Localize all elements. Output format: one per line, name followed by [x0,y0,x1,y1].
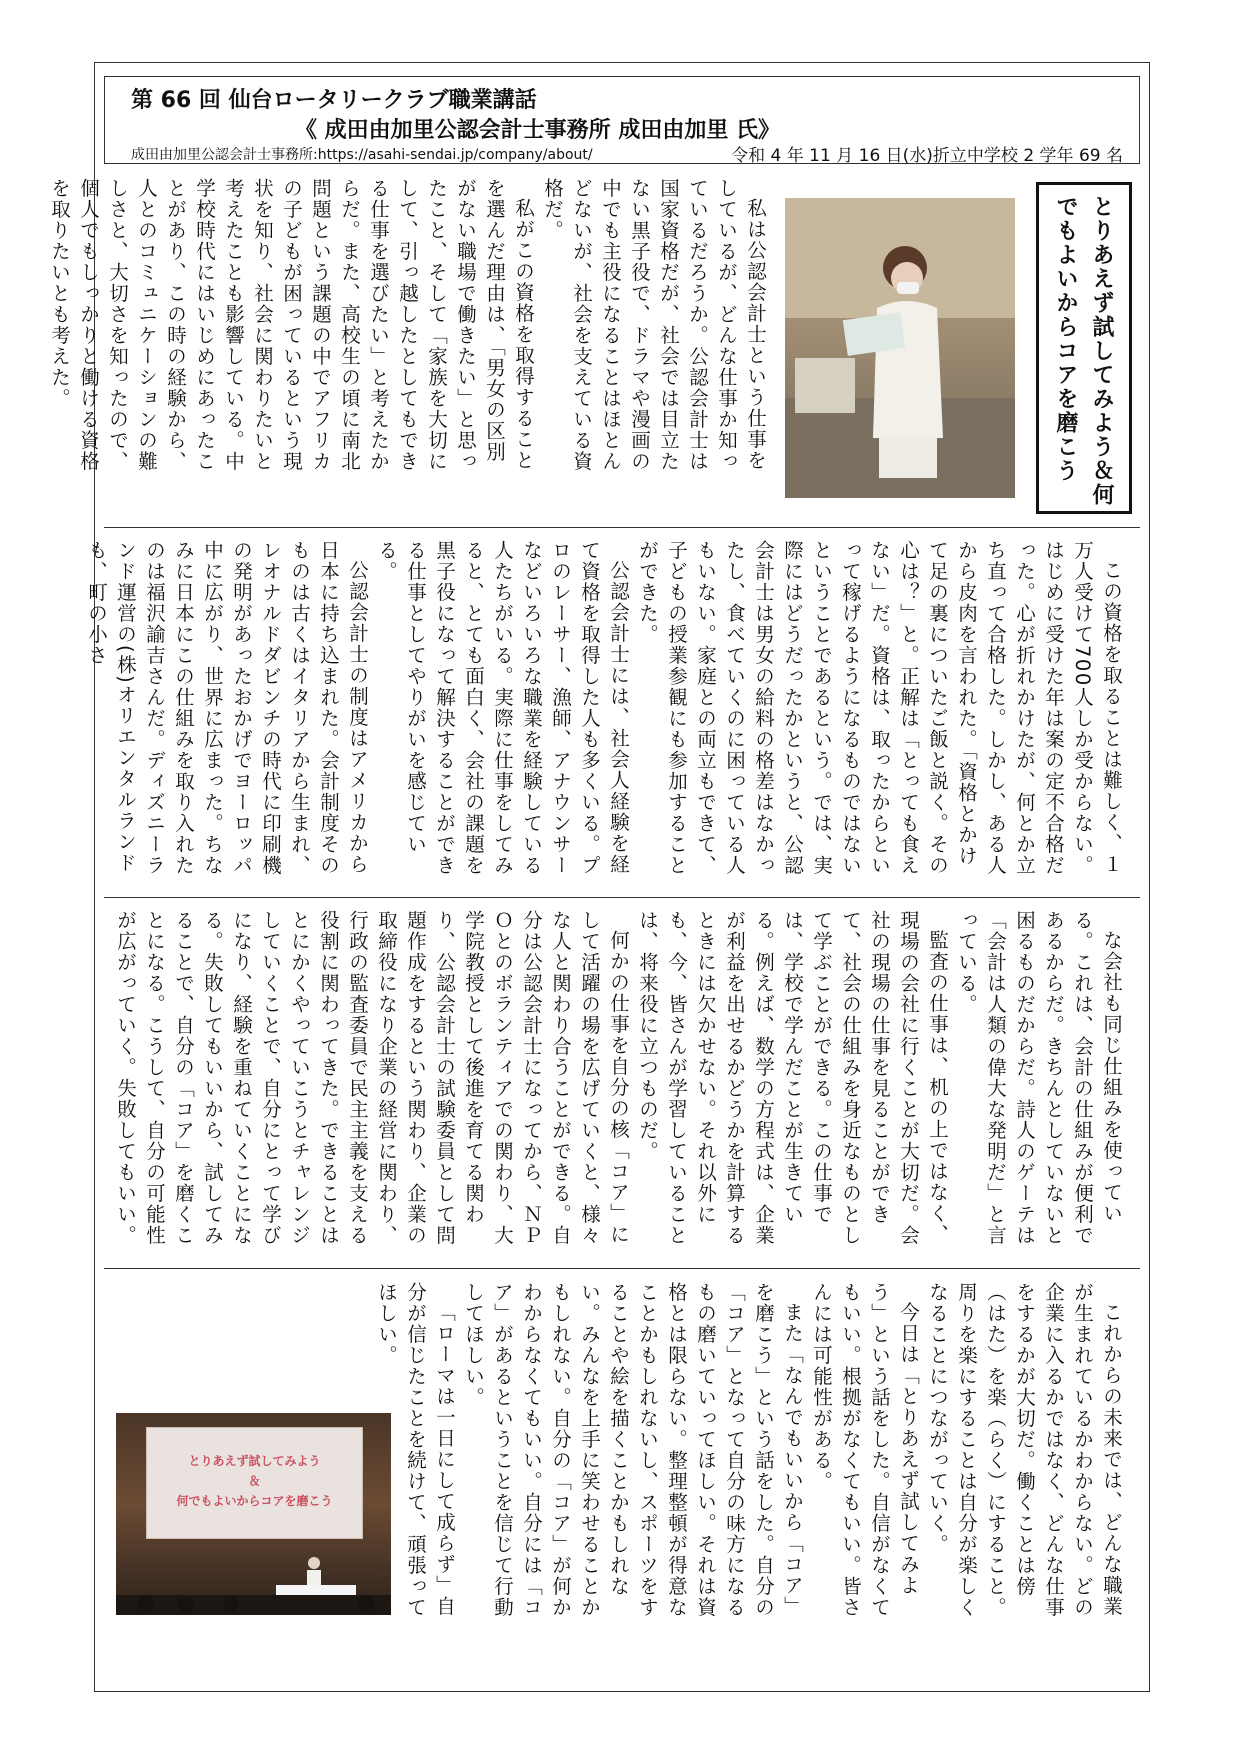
audience-illustration [116,1413,391,1615]
paragraph: 私は公認会計士という仕事をしているが、どんな仕事か知っているだろうか。公認会計士は国家資格だが、社会では目立たない黒子役で、ドラマや漫画の中でも主役になることはほとんどないが、社会を支えている資格だ。 [541,178,767,472]
lecture-hall-photo [116,1413,391,1615]
paragraph: これからの未来では、どんな職業が生まれているかわからない。どの企業に入るかではなく、どんな仕事をするかが大切だ。働くことは傍（はた）を楽（らく）にすること。周りを楽にすることは自分が楽しくなることにつながっていく。 [926,1282,1123,1618]
article-section-4 [375,1282,1126,1627]
paragraph: 何かの仕事を自分の核「コア」にして活躍の場を広げていくと、様々な人と関わり合うことができる。自分は公認会計士になってから、ＮＰＯとのボランティアでの関わり、大学院教授として後進を育てる関わり、公認会計士の試験委員として問題作成をするという関わり、企業の取締役になり企業の経営に関わり、行政の監査委員で民主主義を支える役割に関わってきた。できることはとにかくやっていこうとチャレンジしていくことで、自分にとって学びになり、経験を重ねていくことになる。失敗してもいいから、試してみることで、自分の「コア」を磨くことになる。こうして、自分の可能性が広がっていく。失敗してもいい。 [114,910,630,1246]
header [104,76,1140,164]
speaker-photo [785,198,1015,498]
paragraph: 公認会計士の制度はアメリカから日本に持ち込まれた。会計制度そのものは古くはイタリアから生まれ、レオナルドダビンチの時代に印刷機の発明があったおかげでヨーロッパ中に広がり、世界に広まった。ちなみに日本にこの仕組みを取り入れたのは福沢諭吉さんだ。ディズニーランド運営の(株)オリエンタルランドも、町の小さ [85,540,369,876]
paragraph: この資格を取ることは難しく、１万人受けて700人しか受からない。はじめに受けた年は案の定不合格だった。心が折れかけたが、何とか立ち直って合格した。しかし、ある人から皮肉を言われた。「資格とかけて足の裏についたご飯と説く。その心は？」と。正解は「とっても食えない」だ。資格は、取ったからといって稼げるようになるものではないということであるという。では、実際にはどうだったかというと、公認会計士は男女の給料の格差はなかったし、食べていくのに困っている人もいない。家庭との両立もできて、子どもの授業参観にも参加することができた。 [636,540,1123,876]
event-date-info: 令和 4 年 11 月 16 日(水)折立中学校 2 学年 69 名 [731,146,1123,166]
slide-text-line: 何でもよいからコアを磨こう [176,1494,333,1508]
article-section-2 [85,540,1126,880]
callout-text: とりあえず試してみよう＆何でもよいからコアを磨こう [1053,195,1114,507]
callout-box [1036,182,1132,514]
article-section-3 [114,910,1126,1250]
section-divider [104,1268,1140,1269]
slide-text-line: とりあえず試してみよう [188,1454,321,1468]
speaker-illustration [785,198,1015,498]
paragraph: 監査の仕事は、机の上ではなく、現場の会社に行くことが大切だ。会社の現場の仕事を見ることができて、社会の仕組みを身近なものとして学ぶことができる。この仕事では、学校で学んだことが生きている。例えば、数学の方程式は、企業が利益を出せるかどうかを計算するときには欠かせない。それ以外にも、今、皆さんが学習していることは、将来役に立つものだ。 [636,910,949,1246]
section-divider [104,897,1140,898]
slide-text-line: ＆ [248,1474,261,1488]
company-url: 成田由加里公認会計士事務所:https://asahi-sendai.jp/company/about/ [131,147,593,163]
paragraph: な会社も同じ仕組みを使っている。これは、会計の仕組みが便利であるからだ。きちんとしていないと困るものだからだ。詩人のゲーテは「会計は人類の偉大な発明だ」と言っている。 [955,910,1123,1246]
page-title: 第 66 回 仙台ロータリークラブ職業講話 [131,88,537,113]
section-divider [104,527,1140,528]
paragraph: 「ローマは一日にして成らず」自分が信じたことを続けて、頑張ってほしい。 [375,1282,456,1618]
page-subtitle: 《 成田由加里公認会計士事務所 成田由加里 氏》 [295,118,780,143]
article-section-1 [48,178,770,478]
paragraph: 公認会計士には、社会人経験を経て資格を取得した人も多くいる。プロのレーサー、漁師、アナウンサーなどいろいろな職業を経験している人たちがいる。実際に仕事をしてみると、とても面白く、会社の課題を黒子役になって解決することができる仕事としてやりがいを感じている。 [375,540,630,876]
paragraph: 私がこの資格を取得することを選んだ理由は、「男女の区別がない職場で働きたい」と思ったこと、そして「家族を大切にして、引っ越したとしてもできる仕事を選びたい」と考えたからだ。また、高校生の頃に南北問題という課題の中でアフリカの子どもが困っているという現状を知り、社会に関わりたいと考えたことも影響している。中学校時代にはいじめにあったことがあり、この時の経験から、人とのコミュニケーションの難しさと、大切さを知ったので、個人でもしっかりと働ける資格を取りたいとも考えた。 [48,178,535,472]
paragraph: また「なんでもいいから「コア」を磨こう」という話をした。自分の「コア」となって自分の味方になるもの磨いていってほしい。それは資格とは限らない。整理整頓が得意なことかもしれないし、スポーツをすることや絵を描くことかもしれない。みんなを上手に笑わせることかもしれない。自分の「コア」が何かわからなくてもいい。自分には「コア」があるということを信じて行動してほしい。 [462,1282,804,1618]
paragraph: 今日は「とりあえず試してみよう」という話をした。自信がなくてもいい。根拠がなくてもいい。皆さんには可能性がある。 [810,1282,920,1618]
